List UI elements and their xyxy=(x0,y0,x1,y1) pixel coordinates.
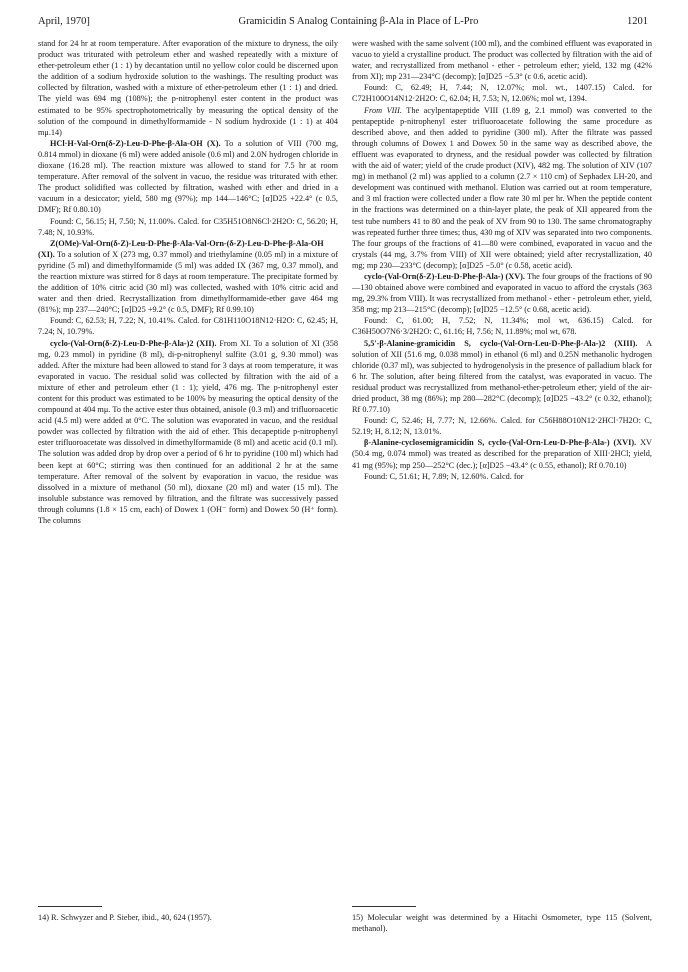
paragraph xyxy=(352,437,652,470)
paragraph xyxy=(38,338,338,527)
paragraph-text: From XI. To a solution of XI (358 mg, 0.23 mmol) in pyridine (8 ml), di-p-nitrophenyl sulfite (3.01 g, 9.30 mmol) was added. After the mixture had been allowed to stand for 3 days at room temperature, it was evaporated in vacuo. The residual solid was collected by filtration with the aid of a mixture of ether and petroleum ether (1 : 1); yield, 476 mg. The p-nitrophenyl ester content for this product was estimated to be 100% by measuring the optical density of the compound at 404 mμ. To the active ester thus obtained, anisole (0.3 ml) and trifluoroacetic acid (4.5 ml) were added at 0°C. The solution was evaporated in vacuo, and the residual powder was collected by filtration with the aid of ether. This decapeptide p-nitrophenyl ester trifluoroacetate was dissolved in dimethylformamide (8 ml) and acetic acid (0.1 ml). The solution was added drop by drop over a period of 6 hr to pyridine (100 ml) which had been kept at 60°C; stirring was then continued for an additional 2 hr at the same temperature. After removal of the solvent by evaporation in vacuo, the residue was dissolved in a mixture of methanol (50 ml), dioxane (20 ml) and water (15 ml). The insoluble substance was removed by filtration, and the filtrate was successively passed through columns (1.8 × 15 cm, each) of Dowex 1 (OH⁻ form) and Dowex 50 (H⁺ form). The columns xyxy=(38,338,338,526)
paragraph xyxy=(38,38,338,138)
footnote-14: 14) R. Schwyzer and P. Sieber, ibid., 40, 624 (1957). xyxy=(38,913,212,922)
paragraph-text: were washed with the same solvent (100 ml), and the combined effluent was evaporated in vacuo to yield a crystalline product. The product was collected by filtration with the aid of water, and recrystallized from methanol - ether - petroleum ether; yield, 132 mg (42% from XI); mp 231—234°C (decomp); [α]D25 −5.3° (c 0.6, acetic acid). xyxy=(352,39,652,82)
paragraph-text: XV (50.4 mg, 0.074 mmol) was treated as described for the preparation of XIII·2HCl; yield, 41 mg (95%); mp 250—252°C (dec.); [α]D25 −43.4° (c 0.55, ethanol); Rf 0.70.10) xyxy=(352,438,652,470)
paragraph xyxy=(352,315,652,337)
footnote-rule-right xyxy=(352,906,416,907)
italic-lead: From VIII. xyxy=(364,105,402,115)
compound-heading: 5,5′-β-Alanine-gramicidin S, cyclo-(Val-Orn-Leu-D-Phe-β-Ala-)2 (XIII). xyxy=(364,338,638,348)
compound-heading: Z(OMe)-Val-Orn(δ-Z)-Leu-D-Phe-β-Ala-Val-Orn-(δ-Z)-Leu-D-Phe-β-Ala-OH (XI). xyxy=(38,238,324,259)
paragraph-text: The four groups of the fractions of 90—130 obtained above were combined and evaporated in vacuo to afford the crystals (363 mg, 29.3% from VIII). It was recrystallized from methanol - ether - petroleum ether, yield, 358 mg; mp 213—215°C (decomp); [α]D25 −12.5° (c 0.68, acetic acid). xyxy=(352,271,652,315)
paragraph xyxy=(38,216,338,238)
compound-heading: cyclo-(Val-Orn(δ-Z)-Leu-D-Phe-β-Ala-)2 (XII). xyxy=(50,338,217,348)
paragraph-text: Found: C, 51.61; H, 7.89; N, 12.60%. Calcd. for xyxy=(364,471,524,481)
footnote-rule-left xyxy=(38,906,102,907)
paragraph xyxy=(352,338,652,416)
paragraph-text: Found: C, 62.53; H, 7.22; N, 10.41%. Calcd. for C81H110O18N12·H2O: C, 62.45; H, 7.24; N, 10.79%. xyxy=(38,316,338,337)
paragraph-text: To a solution of VIII (700 mg, 0.814 mmol) in dioxane (6 ml) were added anisole (0.6 ml) and 2.0N hydrogen chloride in dioxane (16.28 ml). The reaction mixture was allowed to stand for 7.5 hr at room temperature. After removal of the solvent in vacuo, the residue was triturated with ether. The product solidified was collected by filtration, washed with ether and dried in a vacuum in a desiccator; yield, 580 mg (97%); mp 144—146°C; [α]D25 +22.4° (c 0.5, DMF); Rf 0.80.10) xyxy=(38,138,339,215)
paragraph xyxy=(38,138,338,216)
running-header xyxy=(38,16,648,30)
header-title: Gramicidin S Analog Containing β-Ala in Place of L-Pro xyxy=(238,16,479,27)
paragraph xyxy=(352,271,652,315)
footnote-15: 15) Molecular weight was determined by a Hitachi Osmometer, type 115 (Solvent, methanol). xyxy=(352,913,652,933)
paragraph-text: The acylpentapeptide VIII (1.89 g, 2.1 mmol) was converted to the pentapeptide p-nitrophenyl ester trifluoroacetate following the same procedure as described above, and then added to pyridine (300 ml). After the filtrate was passed through columns of Dowex 1 and Dowex 50 in the same way as described above, the effluent was evaporated to dryness, and the residual powder was collected by filtration with the aid of water; yield of the crude product (XIV), 482 mg. The solution of XIV (107 mg) in methanol (2 ml) was applied to a column (2.7 × 110 cm) of Sephadex LH-20, and development was continued with methanol. Elution was carried out at room temperature, and 3 ml fraction were collected under a flow rate 30 ml per hr. When the peptide content in the fractions was determined on a thin-layer plate, the peak of XII appeared from the test tube numbers 41 to 80 and the peak of XV from 90 to 130. The same chromatography was repeated further three times; thus, 430 mg of XIV was separated into two components. The four groups of the fractions of 41—80 were combined, evaporated in vacuo and the crystals (44 mg, 3.7% from VIII) of XII were obtained; yield after recrystallization, 40 mg; mp 230—233°C (decomp); [α]D25 −5.0° (c 0.58, acetic acid). xyxy=(352,105,653,270)
compound-heading: β-Alanine-cyclosemigramicidin S, cyclo-(Val-Orn-Leu-D-Phe-β-Ala-) (XVI). xyxy=(364,438,637,448)
compound-heading: cyclo-(Val-Orn(δ-Z)-Leu-D-Phe-β-Ala-) (XV). xyxy=(364,271,525,281)
paragraph xyxy=(352,471,652,482)
paragraph-text: A solution of XII (51.6 mg, 0.038 mmol) in ethanol (6 ml) and 0.25N methanolic hydrogen chloride (0.37 ml), was subjected to hydrogenolysis in the presence of palladium black for 6 hr. The solution, after being filtered from the catalyst, was evaporated in vacuo. The residual product was recrystallized from methanol-ether-petroleum ether; yield of the air-dried product, 38 mg (86%); mp 280—282°C (decomp); [α]D25 −43.2° (c 0.32, ethanol); Rf 0.77.10) xyxy=(352,338,652,415)
paragraph-text: Found: C, 52.46; H, 7.77; N, 12.66%. Calcd. for C56H88O10N12·2HCl·7H2O: C, 52.19; H, 8.12; N, 13.01%. xyxy=(352,416,652,437)
page-number: 1201 xyxy=(626,16,648,27)
paragraph xyxy=(38,315,338,337)
paragraph-text: stand for 24 hr at room temperature. After evaporation of the mixture to dryness, the oily product was triturated with petroleum ether and washed repeatedly with a mixture of ether-petroleum ether (1 : 1) by decantation until no yellow color could be discerned upon the addition of a sodium hydroxide solution to the washings. The resulting product was collected by filtration, washed with a mixture of ether-petroleum ether (1 : 1) and dried. The yield was 694 mg (108%); the p-nitrophenyl ester content in the product was estimated to be 95% spectrophotometrically by measuring the optical density of the solution of the compound in dimethylformamide - N sodium hydroxide (1 : 1) at 404 mμ.14) xyxy=(38,39,338,137)
paragraph xyxy=(352,105,652,271)
paragraph-text: Found: C, 61.00; H, 7.52; N, 11.34%; mol wt, 636.15) Calcd. for C36H50O7N6·3/2H2O: C, 61.16; H, 7.56; N, 11.89%; mol wt, 678. xyxy=(352,316,652,337)
paragraph-text: To a solution of X (273 mg, 0.37 mmol) and triethylamine (0.05 ml) in a mixture of pyridine (5 ml) and dimethylformamide (5 ml) was added IX (367 mg, 0.37 mmol), and the reaction mixture was stirred for 8 days at room temperature. The precipitate formed by the addition of 10% citric acid (30 ml) was collected, washed with 10% citric acid and water and then dried. Recrystallization from dimethylformamide-ether gave 464 mg (81%); mp 237—240°C; [α]D25 +9.2° (c 0.5, DMF); Rf 0.99.10) xyxy=(38,249,338,315)
header-date: April, 1970] xyxy=(38,16,90,27)
paragraph xyxy=(352,82,652,104)
compound-heading: HCl·H-Val-Orn(δ-Z)-Leu-D-Phe-β-Ala-OH (X). xyxy=(50,138,221,148)
paragraph xyxy=(38,238,338,316)
paragraph xyxy=(352,38,652,82)
left-text-column xyxy=(38,38,338,526)
right-text-column xyxy=(352,38,652,482)
paragraph xyxy=(352,415,652,437)
paragraph-text: Found: C, 56.15; H, 7.50; N, 11.00%. Calcd. for C35H51O8N6Cl·2H2O: C, 56.20; H, 7.48; N, 10.93%. xyxy=(38,216,338,237)
paragraph-text: Found: C, 62.49; H, 7.44; N, 12.07%; mol. wt., 1407.15) Calcd. for C72H100O14N12·2H2O: C, 62.04; H, 7.53; N, 12.06%; mol wt, 1394. xyxy=(352,83,652,104)
